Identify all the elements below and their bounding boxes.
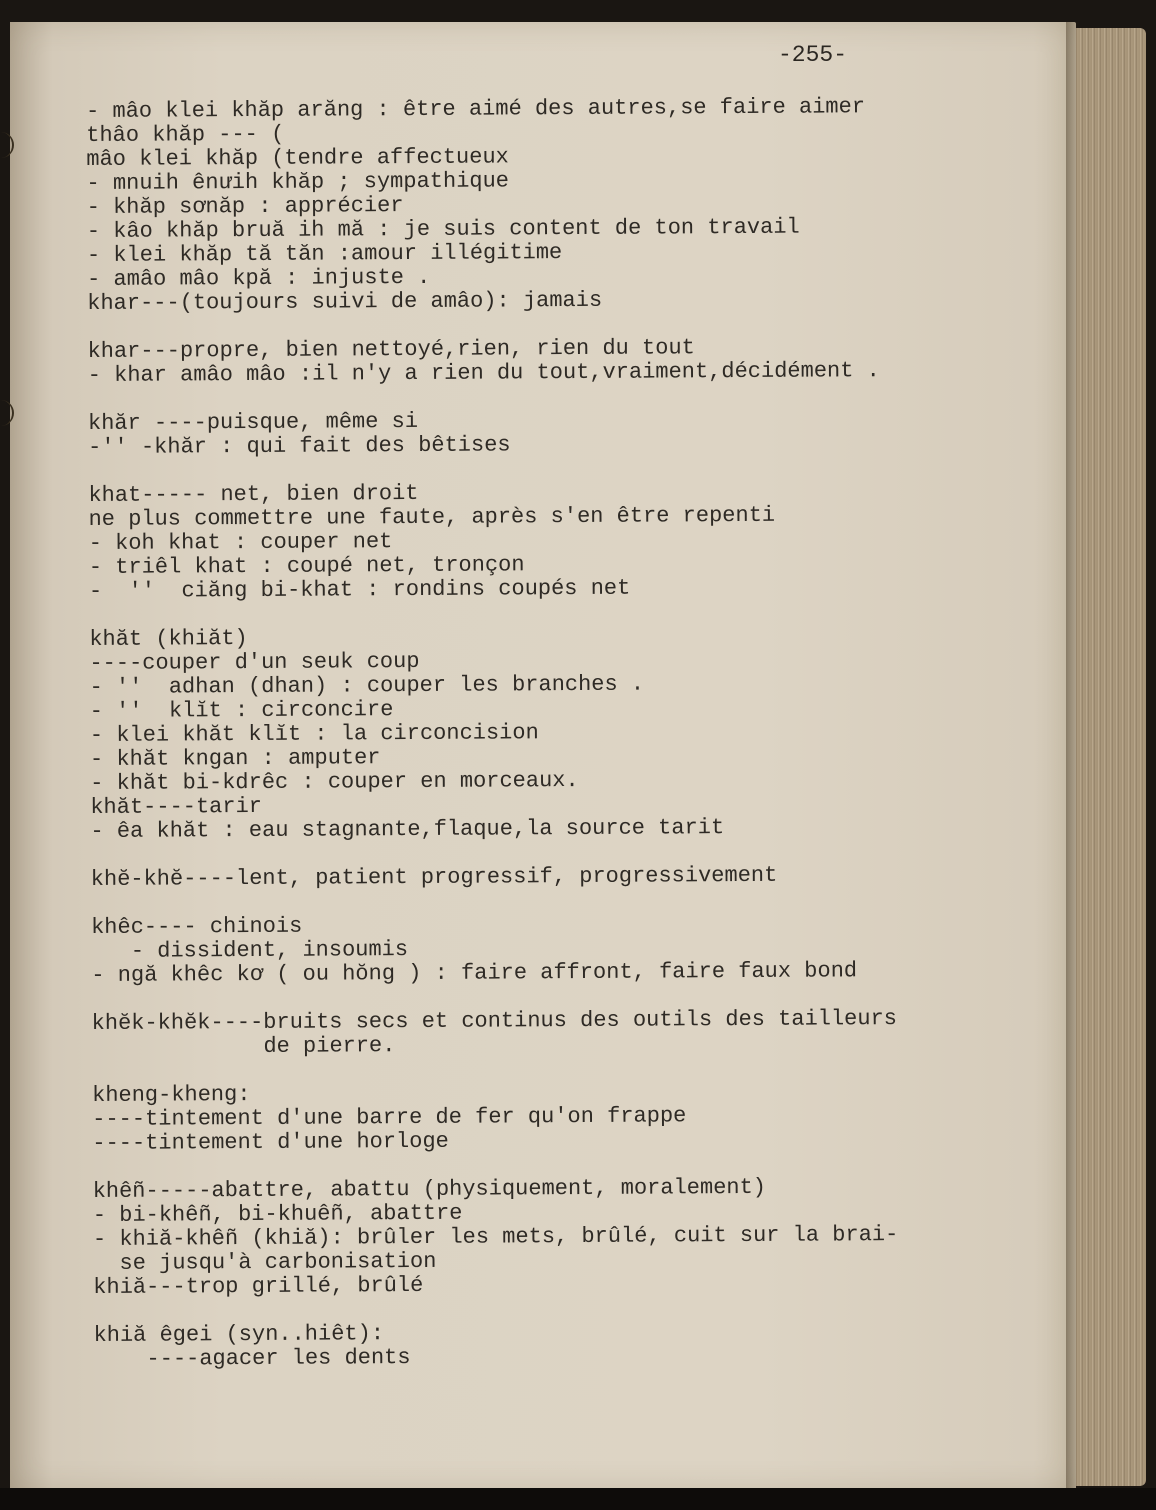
entry-line: - amâo mâo kpă : injuste . (87, 264, 431, 292)
dictionary-entries (86, 95, 994, 1372)
entry-line: - êa khăt : eau stagnante,flaque,la source tarit (90, 815, 725, 844)
entry-line: ----tintement d'une horloge (92, 1128, 449, 1156)
scan-bottom-border (0, 1488, 1156, 1510)
entry-line: - '' ciăng bi-khat : rondins coupés net (88, 575, 631, 604)
entry-line: de pierre. (91, 1033, 396, 1060)
entry-line: - triêl khat : coupé net, tronçon (88, 552, 525, 580)
entry-line: khĕk-khĕk----bruits secs et continus des outils des tailleurs (91, 1006, 898, 1036)
entry-line: ----couper d'un seuk coup (89, 648, 420, 676)
entry-line: - ngă khêc kơ ( ou hŏng ) : faire affront, faire faux bond (91, 958, 858, 988)
entry-line: - dissident, insoumis (91, 937, 409, 964)
entry-line: khăr ----puisque, même si (87, 408, 419, 436)
entry-line: ----tintement d'une barre de fer qu'on frappe (92, 1103, 687, 1132)
page-number: -255- (778, 42, 848, 68)
entry-line: - khăt kngan : amputer (89, 745, 381, 772)
entry-line: ne plus commettre une faute, après s'en être repenti (88, 502, 776, 532)
entry-line: khar---propre, bien nettoyé,rien, rien du tout (87, 335, 695, 364)
entry-line: - khar amâo mâo :il n'y a rien du tout,vraiment,décidément . (87, 358, 880, 388)
entry-line: -'' -khăr : qui fait des bêtises (88, 432, 511, 460)
entry-line: ----agacer les dents (93, 1345, 411, 1372)
entry-line: - klei khăp tă tăn :amour illégitime (86, 240, 563, 268)
entry-line: khêc---- chinois (90, 913, 303, 940)
entry-line: - mnuih ênưih khăp ; sympathique (86, 168, 510, 196)
entry-line: khêñ-----abattre, abattu (physiquement, moralement) (92, 1174, 767, 1204)
entry-line: khăt----tarir (90, 793, 263, 820)
entry-line: - khăp sơnăp : apprécier (86, 193, 404, 220)
entry-line: khar---(toujours suivi de amâo): jamais (87, 287, 603, 316)
entry-line: khiă---trop grillé, brûlé (93, 1272, 424, 1300)
entry-line: - koh khat : couper net (88, 529, 393, 556)
entry-line: - mâo klei khăp arăng : être aimé des autres,se faire aimer (85, 94, 866, 124)
entry-line: - '' klĭt : circoncire (89, 697, 394, 724)
entry-line: khat----- net, bien droit (88, 480, 419, 508)
entry-line: thâo khăp --- ( (86, 121, 285, 148)
entry-line: - kâo khăp bruă ih mă : je suis content de ton travail (86, 214, 800, 244)
entry-line: - khăt bi-kdrêc : couper en morceaux. (90, 768, 579, 796)
stacked-page-edges (1076, 28, 1146, 1486)
entry-line: - klei khăt klĭt : la circoncision (89, 720, 539, 748)
entry-line: khăt (khiăt) (89, 626, 248, 652)
entry-line: khiă êgei (syn..hiêt): (93, 1321, 385, 1348)
entry-line: - '' adhan (dhan) : couper les branches . (89, 671, 645, 700)
entry-line: se jusqu'à carbonisation (93, 1248, 437, 1276)
entry-line: kheng-kheng: (92, 1082, 251, 1108)
entry-line: khĕ-khĕ----lent, patient progressif, progressivement (90, 862, 778, 892)
entry-line: mâo klei khăp (tendre affectueux (86, 144, 509, 172)
entry-line: - bi-khêñ, bi-khuêñ, abattre (92, 1200, 463, 1228)
entry-line: - khiă-khêñ (khiă): brûler les mets, brûlé, cuit sur la brai- (92, 1222, 899, 1252)
